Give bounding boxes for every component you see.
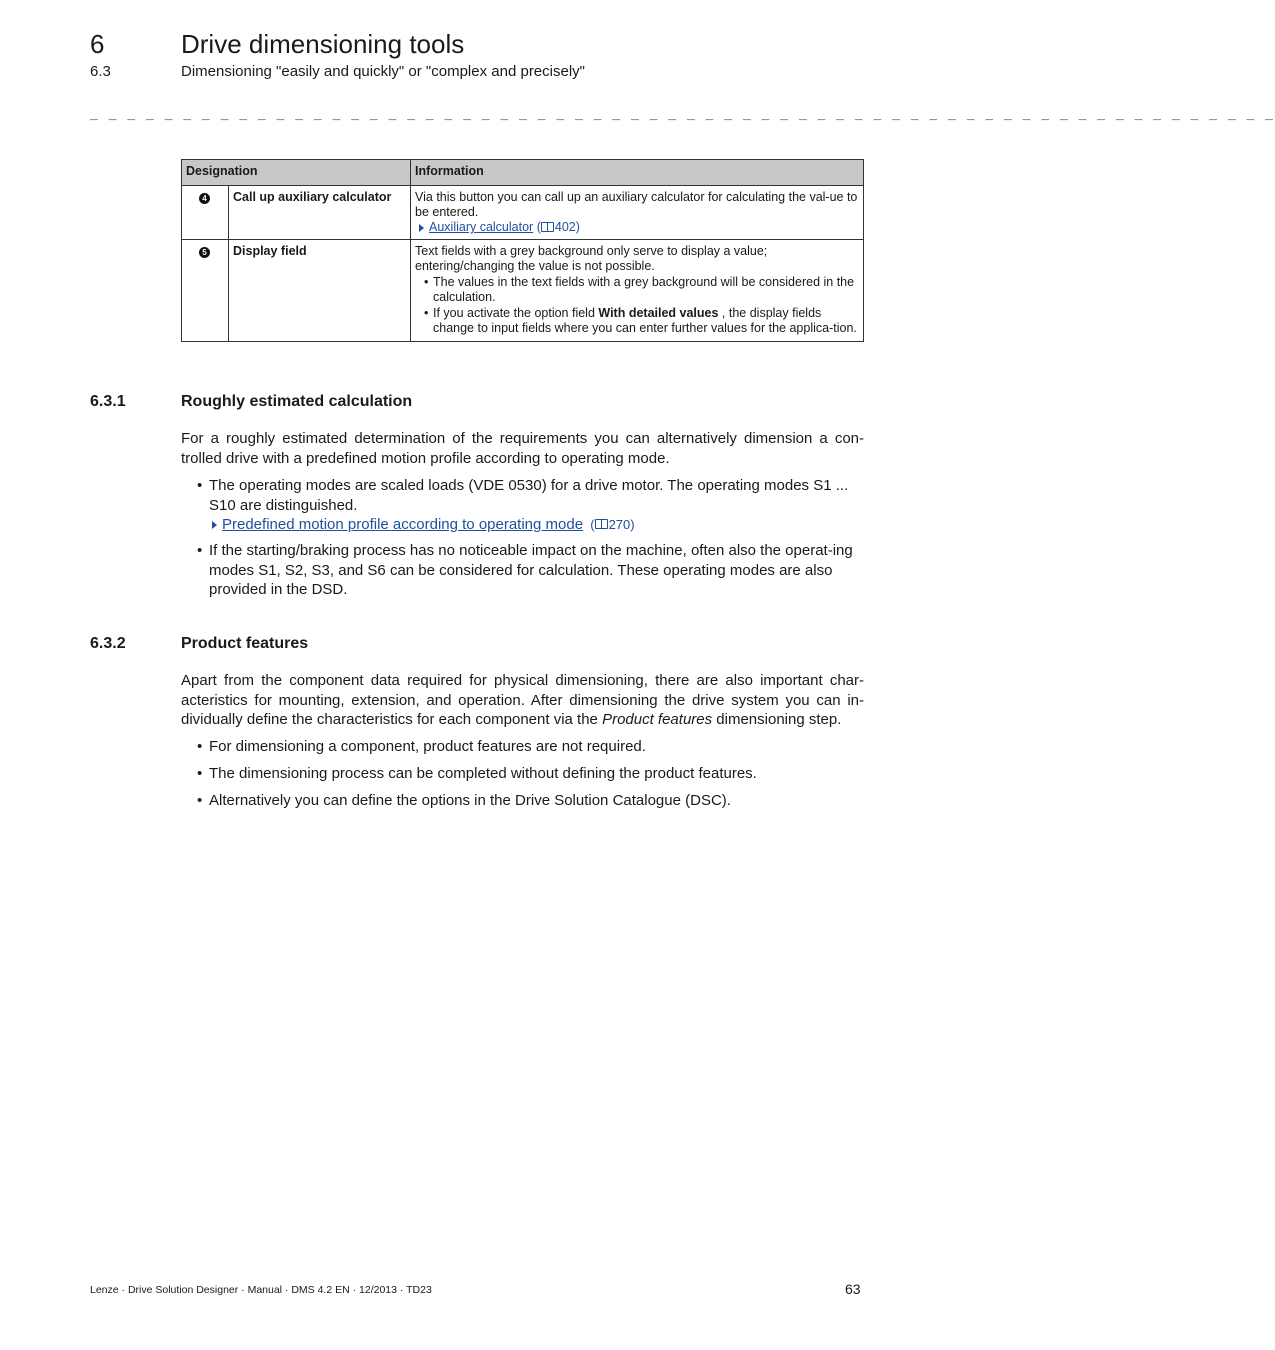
bullet-dot: • <box>197 792 203 809</box>
link-arrow-icon <box>212 521 217 529</box>
table-row <box>182 186 864 240</box>
list-item <box>197 764 864 784</box>
page-ref-open: ( <box>536 220 541 234</box>
row-number-cell <box>182 186 229 240</box>
operating-mode-link[interactable]: Predefined motion profile according to operating mode <box>222 516 584 533</box>
section-number: 6.3 <box>90 63 111 80</box>
link-arrow-icon <box>419 224 424 232</box>
row-number-cell <box>182 240 229 342</box>
header-information: Information <box>411 160 864 186</box>
bullet-text: , the display fields change to input fields where you can enter further values for the applica-tion. <box>433 306 857 335</box>
paragraph: For a roughly estimated determination of the requirements you can alternatively dimension a con-trolled drive with a predefined motion profile according to operating mode. <box>181 430 864 467</box>
list-item <box>197 791 864 811</box>
page-ref-open: ( <box>590 517 595 532</box>
auxiliary-calculator-link[interactable]: Auxiliary calculator <box>429 220 534 234</box>
bullet-dot: • <box>197 765 203 782</box>
header-designation: Designation <box>182 160 411 186</box>
bullet-dot: • <box>197 738 203 755</box>
designation-table <box>181 159 864 342</box>
link-line <box>415 220 858 235</box>
number-4-icon: 4 <box>199 193 210 204</box>
page-number: 63 <box>845 1281 861 1297</box>
information-cell <box>411 240 864 342</box>
table-row <box>182 240 864 342</box>
bullet-text: The operating modes are scaled loads (VDE 0530) for a drive motor. The operating modes S1 ... S10 are distinguished. <box>209 477 849 514</box>
footer-text: Lenze · Drive Solution Designer · Manual · DMS 4.2 EN · 12/2013 · TD23 <box>90 1284 432 1296</box>
list-item: • The values in the text fields with a grey background will be considered in the calculation. <box>415 275 858 305</box>
subsection-title: Roughly estimated calculation <box>181 393 413 410</box>
section-title: Dimensioning "easily and quickly" or "complex and precisely" <box>181 63 585 80</box>
link-line <box>209 515 864 535</box>
header-separator: _ _ _ _ _ _ _ _ _ _ _ _ _ _ _ _ _ _ _ _ _ _ _ _ _ _ _ _ _ _ _ _ _ _ _ _ _ _ _ _ _ _ _ _ _ _ _ _ _ _ _ _ _ _ _ _ _ _ _ _ _ _ _ _ <box>90 106 1275 121</box>
bullet-text: For dimensioning a component, product features are not required. <box>209 738 646 755</box>
list-item <box>197 541 864 600</box>
bullet-text: The dimensioning process can be completed without defining the product features. <box>209 765 757 782</box>
book-icon <box>541 222 554 232</box>
number-5-icon: 5 <box>199 247 210 258</box>
chapter-number: 6 <box>90 29 105 59</box>
info-text: Text fields with a grey background only serve to display a value; entering/changing the value is not possible. <box>415 244 768 273</box>
page-ref[interactable]: 402) <box>554 220 580 234</box>
page-ref[interactable]: 270) <box>608 517 635 532</box>
bullet-text: If the starting/braking process has no noticeable impact on the machine, often also the operat-ing modes S1, S2, S3, and S6 can be considered for calculation. These operating modes are also provided in the DSD. <box>209 542 853 598</box>
designation-cell: Call up auxiliary calculator <box>229 186 411 240</box>
list-item <box>415 306 858 336</box>
paragraph-text: dimensioning step. <box>712 711 842 728</box>
list-item <box>197 476 864 535</box>
information-cell <box>411 186 864 240</box>
option-name: With detailed values <box>598 306 719 320</box>
info-text: Via this button you can call up an auxiliary calculator for calculating the val-ue to be entered. <box>415 190 858 219</box>
info-bullets <box>415 275 858 336</box>
bullet-dot: • <box>197 542 203 559</box>
designation-cell: Display field <box>229 240 411 342</box>
bullet-text: If you activate the option field <box>433 306 599 320</box>
table-header-row <box>182 160 864 186</box>
paragraph <box>181 671 864 730</box>
subsection-number: 6.3.1 <box>90 393 126 410</box>
bullet-text: Alternatively you can define the options in the Drive Solution Catalogue (DSC). <box>209 792 731 809</box>
subsection-title: Product features <box>181 635 309 652</box>
step-name: Product features <box>602 711 713 728</box>
book-icon <box>595 519 608 529</box>
list-item <box>197 737 864 757</box>
chapter-title: Drive dimensioning tools <box>181 29 465 59</box>
paragraph-text: Apart from the component data required for physical dimensioning, there are also important char-acteristics for mounting, extension, and operation. After dimensioning the drive system you can in-dividually define the characteristics for each component via the <box>181 672 864 728</box>
bullet-dot: • <box>197 477 203 494</box>
subsection-number: 6.3.2 <box>90 635 126 652</box>
